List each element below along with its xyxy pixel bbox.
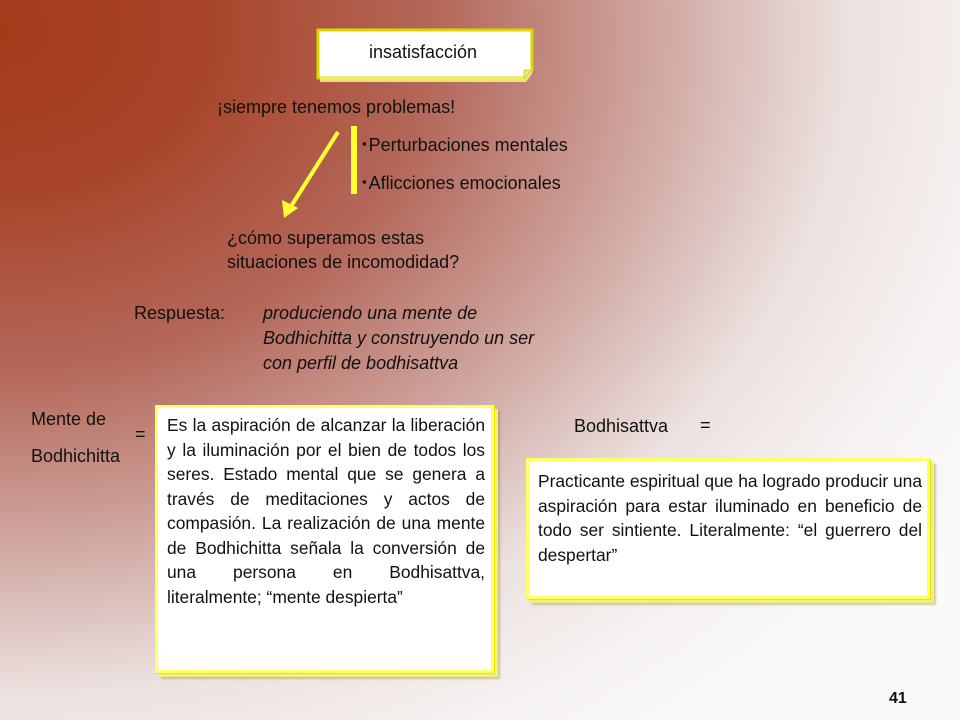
bullet-aflicciones: ▪ Aflicciones emocionales xyxy=(362,171,561,197)
mente-definition-box xyxy=(155,405,494,673)
mente-label-line-1: Mente de xyxy=(31,409,107,429)
bodhisattva-definition-box xyxy=(526,458,930,599)
insatisfaccion-box xyxy=(314,26,536,82)
question-line-1: ¿cómo superamos estas xyxy=(227,228,425,248)
mente-equals: = xyxy=(135,424,146,444)
respuesta-line-1: produciendo una mente de xyxy=(263,303,478,323)
bullet-perturbaciones: ▪ Perturbaciones mentales xyxy=(362,133,568,159)
arrow-line xyxy=(290,132,338,208)
mente-label-line-2: Bodhichitta xyxy=(31,446,121,466)
bodhisattva-label: Bodhisattva xyxy=(574,416,669,436)
problem-text: ¡siempre tenemos problemas! xyxy=(217,97,456,117)
page-number: 41 xyxy=(889,690,907,707)
bodhisattva-definition-text: Practicante espiritual que ha logrado producir una aspiración para estar iluminado en beneficio de todo ser sintiente. Literalmente: “el guerrero del despertar” xyxy=(538,471,922,565)
respuesta-line-3: con perfil de bodhisattva xyxy=(263,353,459,373)
respuesta-label: Respuesta: xyxy=(134,303,226,323)
respuesta-line-2: Bodhichitta y construyendo un ser xyxy=(263,328,535,348)
mente-definition-text: Es la aspiración de alcanzar la liberación y la iluminación por el bien de todos los seres. Estado mental que se genera a través de meditaciones y actos de compasión. La realización de una mente de Bodhichitta señala la conversión de una persona en Bodhisattva, literalmente; “mente despierta” xyxy=(167,415,485,607)
insatisfaccion-label: insatisfacción xyxy=(368,42,478,62)
question-line-2: situaciones de incomodidad? xyxy=(227,252,460,272)
bodhisattva-equals: = xyxy=(700,415,711,435)
